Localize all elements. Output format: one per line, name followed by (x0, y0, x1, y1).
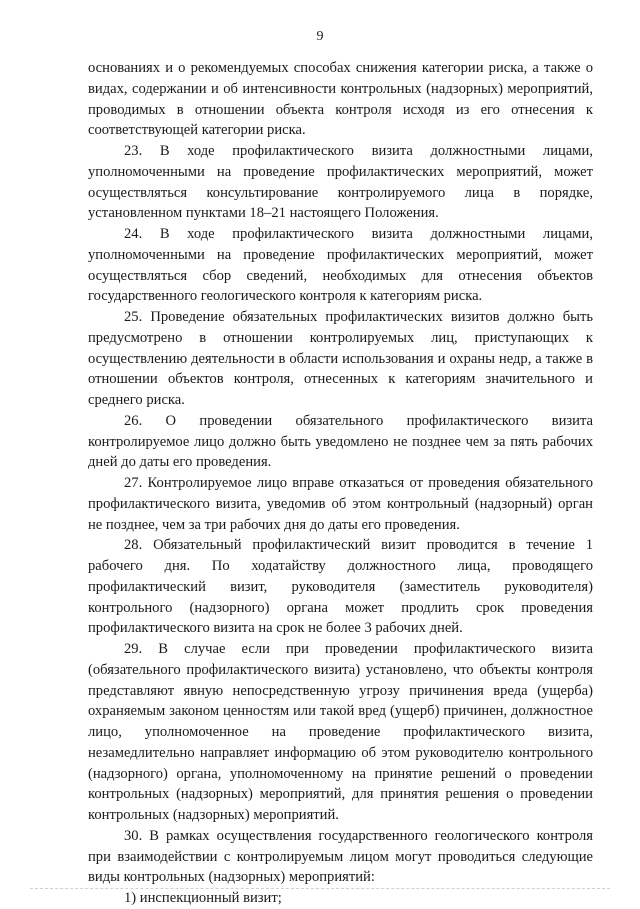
paragraph-26: 26. О проведении обязательного профилактического визита контролируемое лицо должно быть уведомлено не позднее чем за пять рабочих дней до даты его проведения. (88, 412, 593, 471)
paragraph-28: 28. Обязательный профилактический визит проводится в течение 1 рабочего дня. По ходатайству должностного лица, проводящего профилактический визит, руководителя (заместитель руководителя) контрольного (надзорного) органа может продлить срок проведения профилактического визита на срок не более 3 рабочих дней. (88, 537, 593, 637)
paragraph-30: 30. В рамках осуществления государственного геологического контроля при взаимодействии с контролируемым лицом могут проводиться следующие виды контрольных (надзорных) мероприятий: (88, 827, 593, 886)
paragraph-continuation: основаниях и о рекомендуемых способах снижения категории риска, а также о видах, содержании и об интенсивности контрольных (надзорных) мероприятий, проводимых в отношении объекта контроля исходя из его отнесения к соответствующей категории риска. (88, 60, 593, 139)
paragraph-23: 23. В ходе профилактического визита должностными лицами, уполномоченными на проведение профилактических мероприятий, может осуществляться консультирование контролируемого лица в порядке, установленном пунктами 18–21 настоящего Положения. (88, 143, 593, 222)
paragraph-27: 27. Контролируемое лицо вправе отказаться от проведения обязательного профилактического визита, уведомив об этом контрольный (надзорный) орган не позднее, чем за три рабочих дня до даты его проведения. (88, 475, 593, 533)
paragraph-24: 24. В ходе профилактического визита должностными лицами, уполномоченными на проведение профилактических мероприятий, может осуществляться сбор сведений, необходимых для отнесения объектов государственного геологического контроля к категориям риска. (88, 226, 593, 305)
paragraph-25: 25. Проведение обязательных профилактических визитов должно быть предусмотрено в отношении контролируемых лиц, приступающих к осуществлению деятельности в области использования и охраны недр, а также в отношении объектов контроля, отнесенных к категориям значительного и среднего риска. (88, 309, 593, 408)
page-number: 9 (316, 29, 324, 44)
scan-edge-line (30, 888, 610, 889)
paragraph-29: 29. В случае если при проведении профилактического визита (обязательного профилактического визита) установлено, что объекты контроля представляют явную непосредственную угрозу причинения вреда (ущерба) охраняемым законом ценностям или такой вред (ущерб) причинен, должностное лицо, уполномоченное на проведение профилактического визита, незамедлительно направляет информацию об этом руководителю контрольного (надзорного) органа, уполномоченному на принятие решений о проведении контрольных (надзорных) мероприятий, для принятия решения о проведении контрольных (надзорных) мероприятий. (88, 641, 593, 823)
list-item-1: 1) инспекционный визит; (124, 890, 282, 906)
document-body (88, 58, 593, 909)
